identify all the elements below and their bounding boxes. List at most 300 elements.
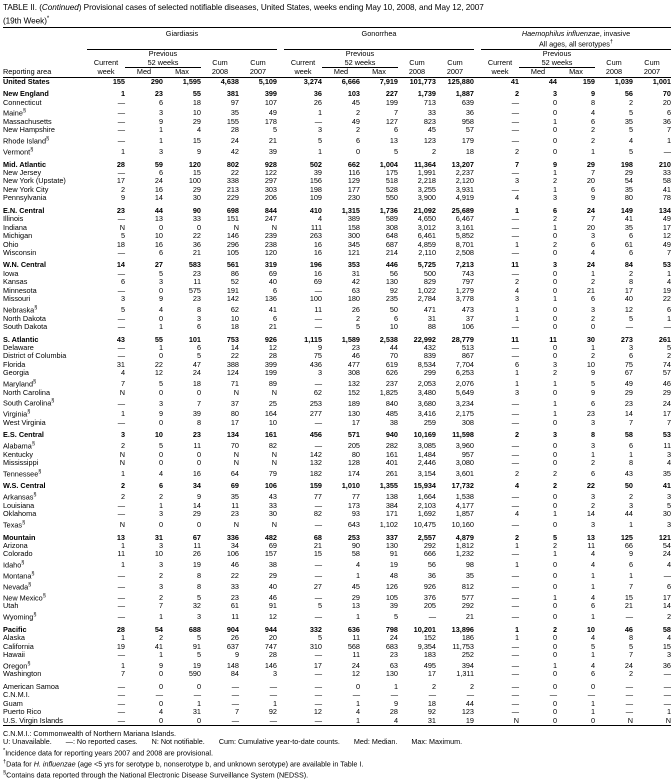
row-value: 0: [552, 277, 557, 287]
row-area-label: Florida: [3, 359, 26, 369]
row-value: 2: [158, 571, 163, 581]
row-value: 10: [586, 359, 595, 369]
row-value: —: [511, 231, 519, 241]
row-value: 106: [264, 481, 277, 491]
row-value: 1: [158, 342, 163, 352]
row-value: 5: [552, 532, 557, 542]
row-value: 5,109: [258, 76, 277, 86]
row-value: 159: [309, 481, 322, 491]
row-value: 26: [351, 305, 360, 315]
max-header-hinfluenzae: Max: [557, 68, 595, 77]
row-value: 399: [264, 89, 277, 99]
row-value: 0: [552, 707, 557, 717]
column-gap: [277, 670, 284, 678]
row-value: 261: [658, 334, 671, 344]
row-value: —: [269, 681, 277, 691]
row-value: 2,076: [455, 379, 474, 389]
column-gap: [277, 451, 284, 459]
row-value: 105: [385, 592, 398, 602]
row-value: 9: [196, 147, 201, 157]
row-area-label: Alaska: [3, 633, 25, 643]
column-gap: [277, 542, 284, 550]
row-value: 247: [264, 214, 277, 224]
row-value: 637: [226, 641, 239, 651]
row-value: 753: [226, 334, 239, 344]
group-header-hinfluenzae: [481, 30, 671, 38]
disease-group-header-row: [3, 30, 671, 38]
row-value: 56: [427, 560, 436, 570]
row-value: 3,680: [417, 398, 436, 408]
row-value: 120: [264, 248, 277, 258]
row-value: 9: [590, 368, 595, 378]
row-value: N: [233, 222, 239, 232]
row-value: 1: [552, 167, 557, 177]
table-row: [3, 717, 671, 726]
row-value: 198: [309, 184, 322, 194]
row-value: 41: [662, 481, 671, 491]
row-value: N: [233, 449, 239, 459]
row-value: 11: [511, 260, 519, 270]
row-value: 92: [389, 285, 398, 295]
row-area-label: Montana§: [3, 570, 35, 581]
row-value: 13: [351, 601, 360, 611]
row-value: 138: [385, 492, 398, 502]
row-value: 0: [552, 458, 557, 468]
row-value: 155: [226, 116, 239, 126]
row-value: N: [271, 520, 277, 530]
row-value: 171: [385, 509, 398, 519]
row-value: 4: [590, 108, 595, 118]
row-value: —: [314, 285, 322, 295]
row-value: —: [511, 660, 519, 670]
row-value: 8: [196, 582, 201, 592]
table-row: [3, 643, 671, 651]
row-area-footnote-marker: §: [22, 519, 26, 526]
row-value: 24: [586, 260, 595, 270]
table-row: [3, 611, 671, 622]
row-value: 683: [385, 641, 398, 651]
row-value: 238: [264, 239, 277, 249]
row-value: 1,355: [379, 481, 398, 491]
row-value: 128: [347, 458, 360, 468]
row-value: —: [193, 690, 201, 700]
row-area-label: S. Atlantic: [3, 334, 39, 344]
row-value: 93: [351, 509, 360, 519]
row-area-label: Maine§: [3, 107, 26, 118]
row-value: 23: [351, 342, 360, 352]
table-row: [3, 215, 671, 223]
row-value: —: [511, 125, 519, 135]
row-value: 50: [389, 305, 398, 315]
row-value: 8: [196, 305, 201, 315]
column-gap: [277, 261, 284, 269]
row-value: 34: [192, 481, 201, 491]
row-value: 36: [192, 239, 201, 249]
row-value: 38: [389, 417, 398, 427]
table-title: [0, 0, 641, 27]
row-value: 45: [351, 97, 360, 107]
row-area-label: West Virginia: [3, 417, 46, 427]
row-value: —: [663, 147, 671, 157]
row-value: 15: [192, 167, 201, 177]
row-value: 2: [120, 481, 125, 491]
row-value: 5: [666, 342, 671, 352]
row-value: 17: [662, 409, 671, 419]
row-value: 12: [268, 342, 277, 352]
row-value: 0: [552, 231, 557, 241]
row-value: 456: [309, 430, 322, 440]
row-value: —: [511, 592, 519, 602]
row-value: 6: [196, 342, 201, 352]
row-value: 199: [385, 97, 398, 107]
week-header-gonorrhea: week: [284, 68, 322, 77]
column-gap: [277, 592, 284, 603]
row-value: —: [117, 601, 125, 611]
column-gap: [277, 559, 284, 570]
row-value: 183: [423, 650, 436, 660]
row-value: 14: [116, 260, 125, 270]
row-value: 2: [590, 500, 595, 510]
row-value: 12: [154, 368, 163, 378]
row-value: 44: [465, 698, 474, 708]
row-value: 6: [666, 582, 671, 592]
row-value: 4: [514, 481, 519, 491]
row-value: 30: [586, 334, 595, 344]
row-value: 21: [268, 322, 277, 332]
row-value: —: [117, 248, 125, 258]
row-value: —: [511, 612, 519, 622]
row-value: —: [117, 116, 125, 126]
row-area-footnote-marker: §: [27, 409, 31, 415]
row-value: 14: [624, 409, 633, 419]
row-value: —: [511, 707, 519, 717]
row-value: 31: [427, 715, 436, 725]
column-gap: [474, 126, 481, 134]
row-value: 495: [423, 660, 436, 670]
row-value: 24: [351, 660, 360, 670]
row-value: 29: [192, 116, 201, 126]
row-value: 8: [196, 417, 201, 427]
row-value: 29: [192, 509, 201, 519]
row-value: 36: [427, 571, 436, 581]
row-value: 36: [465, 108, 474, 118]
row-value: 3: [158, 509, 163, 519]
row-value: 23: [624, 398, 633, 408]
row-value: 120: [188, 159, 201, 169]
row-value: —: [314, 612, 322, 622]
column-gap: [277, 717, 284, 726]
row-value: —: [511, 449, 519, 459]
row-value: 23: [586, 409, 595, 419]
row-value: 21: [586, 285, 595, 295]
row-value: 3,012: [417, 222, 436, 232]
row-value: —: [663, 690, 671, 700]
row-value: —: [314, 690, 322, 700]
row-value: 940: [385, 430, 398, 440]
row-value: 39: [389, 601, 398, 611]
row-value: 802: [226, 159, 239, 169]
row-value: 3: [158, 108, 163, 118]
column-gap: [474, 344, 481, 352]
row-value: 9: [590, 89, 595, 99]
row-value: 227: [385, 89, 398, 99]
row-value: 823: [423, 116, 436, 126]
row-value: 0: [158, 458, 163, 468]
row-area-label: Colorado: [3, 549, 33, 559]
row-value: 5: [272, 125, 277, 135]
row-value: 6,467: [455, 214, 474, 224]
row-value: —: [314, 715, 322, 725]
row-value: —: [117, 125, 125, 135]
row-value: 28: [268, 650, 277, 660]
row-value: 69: [313, 277, 322, 287]
row-value: 7: [628, 650, 633, 660]
row-value: N: [627, 715, 633, 725]
row-value: 1,022: [417, 285, 436, 295]
column-gap: [277, 304, 284, 315]
row-value: 282: [385, 441, 398, 451]
row-value: 1: [355, 571, 360, 581]
table-row: [3, 408, 671, 419]
row-value: 177: [347, 184, 360, 194]
table-row-region: [3, 336, 671, 344]
row-value: 206: [264, 193, 277, 203]
row-value: 2: [552, 468, 557, 478]
row-value: —: [117, 214, 125, 224]
legend-no-reported-cases: —: No reported cases.: [65, 737, 138, 747]
row-value: —: [117, 582, 125, 592]
row-value: N: [119, 449, 125, 459]
column-gap: [277, 468, 284, 479]
table-row: [3, 177, 671, 185]
row-value: 1: [590, 147, 595, 157]
row-value: N: [119, 387, 125, 397]
row-value: 22: [662, 294, 671, 304]
row-value: 7: [393, 108, 398, 118]
year-header-giardiasis-2007: 2007: [239, 68, 277, 77]
column-gap: [277, 634, 284, 642]
row-value: 3,960: [455, 441, 474, 451]
row-value: —: [117, 351, 125, 361]
column-gap: [474, 287, 481, 295]
row-area-label: New Jersey: [3, 167, 42, 177]
column-gap: [277, 323, 284, 331]
row-value: 577: [461, 592, 474, 602]
row-value: 18: [116, 239, 125, 249]
column-gap: [277, 169, 284, 177]
table-row: [3, 146, 671, 157]
row-value: 4: [355, 560, 360, 570]
row-value: 7: [666, 417, 671, 427]
row-value: 44: [154, 205, 163, 215]
row-value: 91: [389, 549, 398, 559]
previous-label-hinfluenzae: Previous: [542, 49, 572, 59]
row-value: 1,812: [455, 541, 474, 550]
row-value: 4: [590, 633, 595, 643]
row-value: N: [233, 387, 239, 397]
row-value: 26: [230, 633, 239, 643]
row-value: 9,354: [417, 641, 436, 651]
row-value: —: [314, 116, 322, 126]
year-header-gonorrhea-2007: 2007: [436, 68, 474, 77]
row-value: 698: [226, 205, 239, 215]
row-value: —: [117, 108, 125, 118]
table-row: [3, 581, 671, 592]
row-value: 3: [272, 669, 277, 679]
row-value: 57: [662, 368, 671, 378]
row-value: 4,177: [455, 500, 474, 510]
row-value: 1: [552, 116, 557, 126]
row-value: 164: [264, 409, 277, 419]
row-value: 50: [624, 481, 633, 491]
row-value: 7: [666, 125, 671, 135]
row-value: 29: [351, 592, 360, 602]
row-value: 64: [230, 468, 239, 478]
row-area-label: Ohio: [3, 239, 19, 249]
column-gap: [474, 270, 481, 278]
row-value: 844: [264, 205, 277, 215]
row-value: 39: [192, 409, 201, 419]
row-value: 142: [309, 449, 322, 459]
cum-label-giardiasis-2007: Cum: [250, 58, 266, 68]
row-value: 4: [628, 136, 633, 146]
row-value: 3,080: [455, 458, 474, 468]
row-area-footnote-marker: §: [27, 660, 31, 667]
row-value: 103: [347, 89, 360, 99]
row-value: 1: [590, 707, 595, 717]
table-row: [3, 468, 671, 479]
row-value: 0: [552, 571, 557, 581]
group-header-giardiasis: [87, 30, 277, 38]
row-value: 77: [313, 492, 322, 502]
group-rule-giardiasis: [87, 38, 277, 49]
column-gap: [277, 107, 284, 118]
weeks52-label-giardiasis: 52 weeks: [125, 59, 201, 68]
row-value: 121: [658, 532, 671, 542]
row-area-label: Guam: [3, 698, 23, 708]
row-value: 4: [158, 305, 163, 315]
column-gap: [474, 77, 481, 86]
row-value: 22: [586, 481, 595, 491]
row-area-label: Pennsylvania: [3, 193, 47, 203]
row-value: 16: [154, 184, 163, 194]
table-row: [3, 550, 671, 558]
row-value: —: [511, 222, 519, 232]
row-value: 5: [196, 650, 201, 660]
row-value: 0: [552, 248, 557, 258]
row-value: 84: [624, 260, 633, 270]
row-value: 32: [192, 601, 201, 611]
row-value: 49: [662, 239, 671, 249]
table-row-region: [3, 77, 671, 86]
row-value: 2: [552, 541, 557, 550]
row-value: —: [511, 136, 519, 146]
row-value: 5,852: [455, 231, 474, 241]
row-value: 1,115: [304, 334, 322, 344]
column-gap: [474, 559, 481, 570]
row-value: 3: [590, 441, 595, 451]
row-value: 53: [662, 260, 671, 270]
row-value: 0: [196, 715, 201, 725]
row-value: 198: [620, 159, 633, 169]
table-row-region: [3, 161, 671, 169]
row-value: 11: [549, 334, 557, 344]
row-value: 12: [624, 305, 633, 315]
row-value: 90: [351, 541, 360, 550]
row-value: —: [511, 681, 519, 691]
row-value: 0: [552, 492, 557, 502]
row-value: —: [663, 322, 671, 332]
row-value: 9: [158, 294, 163, 304]
row-value: 1: [628, 520, 633, 530]
table-row: [3, 660, 671, 671]
row-area-label: Kentucky: [3, 449, 34, 459]
row-value: 8: [590, 97, 595, 107]
column-gap: [474, 186, 481, 194]
row-value: 1: [590, 268, 595, 278]
row-value: 5: [120, 231, 125, 241]
row-value: 46: [662, 379, 671, 389]
row-value: 41: [624, 214, 633, 224]
row-value: 21,092: [413, 205, 436, 215]
row-area-label: W.S. Central: [3, 481, 46, 491]
row-value: 3: [552, 89, 557, 99]
row-value: 1: [552, 549, 557, 559]
row-value: —: [314, 379, 322, 389]
column-gap: [277, 194, 284, 202]
footnote-dagger: [3, 758, 638, 769]
row-value: 3,480: [417, 387, 436, 397]
table-row: [3, 634, 671, 642]
column-gap: [277, 369, 284, 377]
column-gap: [474, 581, 481, 592]
row-value: 33: [230, 582, 239, 592]
row-value: 4: [590, 592, 595, 602]
row-value: 98: [465, 560, 474, 570]
table-row: [3, 107, 671, 118]
row-value: 11: [352, 633, 360, 643]
row-value: 58: [662, 176, 671, 186]
table-row: [3, 570, 671, 581]
row-value: 182: [309, 468, 322, 478]
row-value: 10,201: [413, 624, 436, 634]
table-row-region: [3, 431, 671, 439]
row-value: 14: [154, 193, 163, 203]
row-value: 4,650: [417, 214, 436, 224]
row-value: —: [231, 690, 239, 700]
row-area-label: Alabama§: [3, 440, 35, 451]
notifiable-diseases-table: [3, 27, 671, 727]
row-value: 1,311: [456, 669, 474, 679]
row-value: 3,234: [455, 398, 474, 408]
row-value: 8,701: [455, 239, 474, 249]
row-area-footnote-marker: §: [38, 468, 42, 475]
row-value: 0: [552, 147, 557, 157]
row-value: 10: [192, 108, 201, 118]
row-value: 84: [230, 669, 239, 679]
row-value: 205: [423, 601, 436, 611]
footnote-star-marker: *: [3, 748, 6, 755]
row-value: 11: [193, 541, 201, 550]
footnote-dagger-italic: H. influenzae: [33, 759, 76, 769]
row-value: 41: [268, 305, 277, 315]
table-row: [3, 169, 671, 177]
row-area-footnote-marker: §: [28, 581, 32, 588]
row-value: 1: [590, 571, 595, 581]
row-value: 471: [423, 305, 436, 315]
year-header-hinfluenzae-2008: 2008: [595, 68, 633, 77]
row-value: 11: [193, 441, 201, 451]
